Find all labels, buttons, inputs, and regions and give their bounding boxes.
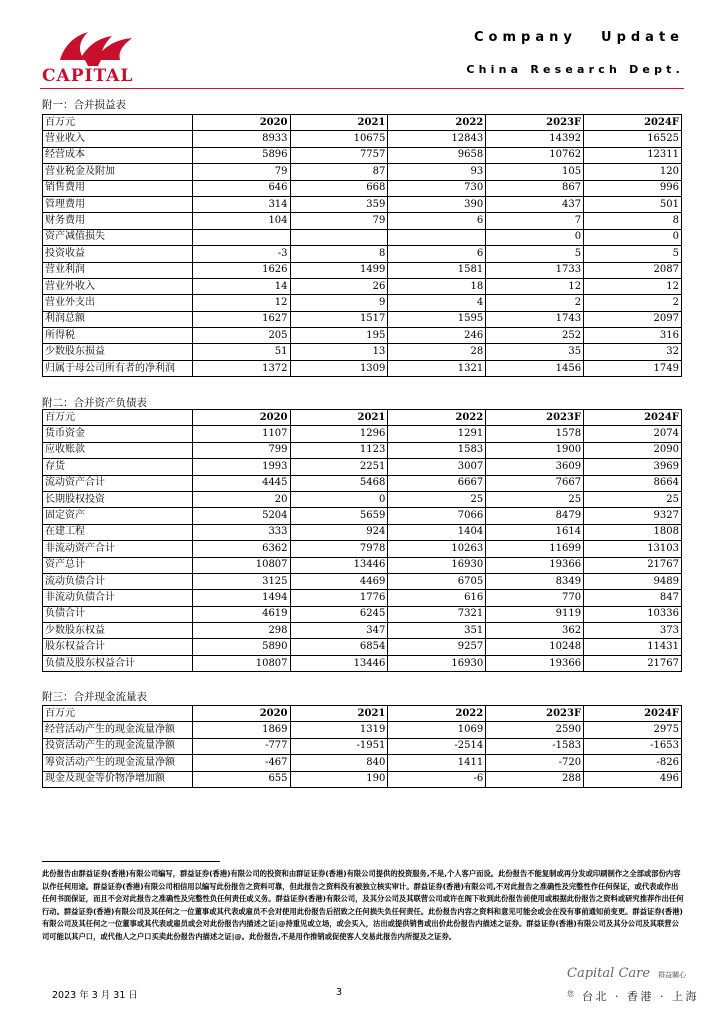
value-cell: -720 [486, 755, 584, 771]
value-cell: 646 [192, 180, 290, 196]
table-header-row [43, 115, 682, 131]
value-cell [192, 229, 290, 245]
capital-logo-text: CAPITAL [42, 66, 134, 86]
value-cell: -777 [192, 738, 290, 754]
value-cell: 0 [290, 491, 388, 507]
value-cell: 1626 [192, 262, 290, 278]
row-label: 流动资产合计 [43, 475, 193, 491]
value-cell: 79 [290, 213, 388, 229]
value-cell: 16930 [388, 557, 486, 573]
value-cell: 10807 [192, 655, 290, 671]
row-label: 营业外收入 [43, 278, 193, 294]
row-label: 管理费用 [43, 196, 193, 212]
table-row [43, 606, 682, 622]
value-cell: 93 [388, 164, 486, 180]
value-cell: 19366 [486, 655, 584, 671]
value-cell: 347 [290, 623, 388, 639]
report-type-word: Update [601, 30, 684, 45]
value-cell: 16930 [388, 655, 486, 671]
value-cell: 3969 [584, 459, 682, 475]
value-cell: 924 [290, 524, 388, 540]
table-row [43, 755, 682, 771]
value-cell: 246 [388, 328, 486, 344]
income-statement-title: 附一：合并损益表 [42, 99, 126, 111]
value-cell: 9 [290, 295, 388, 311]
row-label: 资产减值损失 [43, 229, 193, 245]
value-cell: 7 [486, 213, 584, 229]
value-cell: 3007 [388, 459, 486, 475]
value-cell: 2251 [290, 459, 388, 475]
value-cell: 1578 [486, 426, 584, 442]
row-label: 营业收入 [43, 131, 193, 147]
value-cell: 10336 [584, 606, 682, 622]
value-cell: 770 [486, 590, 584, 606]
capital-care-tagline: 群益關心您 [567, 971, 687, 998]
row-label: 归属于母公司所有者的净利润 [43, 360, 193, 376]
value-cell: 668 [290, 180, 388, 196]
value-cell: 501 [584, 196, 682, 212]
value-cell: 12311 [584, 147, 682, 163]
value-cell: 1627 [192, 311, 290, 327]
value-cell: 1069 [388, 722, 486, 738]
value-cell: 4445 [192, 475, 290, 491]
balance-sheet-body [43, 426, 682, 672]
report-type-word: Company [474, 30, 577, 45]
value-cell: 9489 [584, 573, 682, 589]
value-cell: 12843 [388, 131, 486, 147]
table-row [43, 491, 682, 507]
value-cell: 13103 [584, 541, 682, 557]
value-cell: 1456 [486, 360, 584, 376]
value-cell: 19366 [486, 557, 584, 573]
table-row [43, 213, 682, 229]
value-cell: 13446 [290, 655, 388, 671]
value-cell: 120 [584, 164, 682, 180]
value-cell: 5896 [192, 147, 290, 163]
value-cell: 25 [486, 491, 584, 507]
value-cell: 35 [486, 344, 584, 360]
table-row [43, 131, 682, 147]
value-cell: 5204 [192, 508, 290, 524]
value-cell: 4619 [192, 606, 290, 622]
value-cell: 1614 [486, 524, 584, 540]
value-cell: 362 [486, 623, 584, 639]
value-cell: -1951 [290, 738, 388, 754]
table-row [43, 722, 682, 738]
value-cell: 8 [290, 246, 388, 262]
row-label: 利润总额 [43, 311, 193, 327]
value-cell: 847 [584, 590, 682, 606]
value-cell: 8664 [584, 475, 682, 491]
year-header: 2020 [192, 410, 290, 426]
table-row [43, 295, 682, 311]
value-cell: -2514 [388, 738, 486, 754]
report-date: 2023 年 3 月 31 日 [52, 990, 138, 1001]
value-cell: 1372 [192, 360, 290, 376]
year-header: 2023F [486, 410, 584, 426]
value-cell: 9257 [388, 639, 486, 655]
value-cell: 437 [486, 196, 584, 212]
table-row [43, 655, 682, 671]
cash-flow-title: 附三：合并现金流量表 [42, 691, 147, 703]
row-label: 营业税金及附加 [43, 164, 193, 180]
value-cell: 8349 [486, 573, 584, 589]
row-label: 所得税 [43, 328, 193, 344]
value-cell: -6 [388, 771, 486, 787]
table-row [43, 508, 682, 524]
value-cell: 1581 [388, 262, 486, 278]
year-header: 2023F [486, 115, 584, 131]
value-cell: 79 [192, 164, 290, 180]
value-cell: 18 [388, 278, 486, 294]
table-row [43, 180, 682, 196]
table-row [43, 590, 682, 606]
value-cell: 3125 [192, 573, 290, 589]
disclaimer-text: 此份报告由群益证券(香港)有限公司编写，群益证券(香港)有限公司的投资和由群证证券(香港)有限公司提供的投资服务,不是,个人客户而设。此份报告不能复制或再分发或印刷制作之全部或部份内容以作任何用途。群益证券(香港)有限公司相信用以编写此份报告之资料可靠，但此报告之资料没有被独立核实审计。群益证券(香港)有限公司,不对此报告之准确性及完整性作任何保证，或代表或作出任何书面保证，而且不会对此报告之准确性及完整性负任何责任或义务。群益证券(香港)有限公司，及其分公司及其联营公司或许在阁下收到此份报告前使用或根据此份报告之资料或研究推荐作出任何行动。群益证券(香港)有限公司及其任何之一位董事或其代表或雇员不会对使用此份报告后招致之任何损失负任何责任。此份报告内容之资料和意见可能会或会在没有事前通知前变更。群益证券(香港)有限公司及其任何之一位董事或其代表或雇员或会对此份报告内描述之证|@持重见或立场，或会买入，沽出或提供销售或出价此份报告内描述之证券。群益证券(香港)有限公司及其分公司及其联营公司可能以其户口，或代他人之户口买卖此份报告内描述之证|@。此份报告,不是用作推销或促使客人交易此报告内所提及之证券。 [42, 869, 684, 941]
capital-care-script: Capital Care [567, 966, 651, 981]
value-cell: 390 [388, 196, 486, 212]
value-cell: 20 [192, 491, 290, 507]
value-cell: 6245 [290, 606, 388, 622]
value-cell: 333 [192, 524, 290, 540]
row-label: 应收账款 [43, 442, 193, 458]
balance-sheet-title: 附二：合并资产负债表 [42, 397, 147, 409]
value-cell: 1993 [192, 459, 290, 475]
value-cell: 87 [290, 164, 388, 180]
year-header: 2024F [584, 706, 682, 722]
row-label: 股东权益合计 [43, 639, 193, 655]
table-row [43, 262, 682, 278]
value-cell: 288 [486, 771, 584, 787]
value-cell: 10263 [388, 541, 486, 557]
value-cell: 16525 [584, 131, 682, 147]
year-header: 2020 [192, 115, 290, 131]
row-label: 非流动负债合计 [43, 590, 193, 606]
table-row [43, 344, 682, 360]
value-cell: -1583 [486, 738, 584, 754]
office-cities: 台北 · 香港 · 上海 [582, 990, 699, 1003]
value-cell: 205 [192, 328, 290, 344]
value-cell: 5659 [290, 508, 388, 524]
value-cell: 8 [584, 213, 682, 229]
table-row [43, 573, 682, 589]
table-row [43, 557, 682, 573]
row-label: 营业外支出 [43, 295, 193, 311]
row-label: 负债合计 [43, 606, 193, 622]
value-cell: -1653 [584, 738, 682, 754]
value-cell: 4 [388, 295, 486, 311]
value-cell: 1776 [290, 590, 388, 606]
table-row [43, 164, 682, 180]
row-label: 投资收益 [43, 246, 193, 262]
table-row [43, 229, 682, 245]
table-row [43, 623, 682, 639]
value-cell: 12 [192, 295, 290, 311]
row-label: 财务费用 [43, 213, 193, 229]
table-row [43, 246, 682, 262]
value-cell: 2 [584, 295, 682, 311]
report-type-title [474, 30, 684, 45]
value-cell: 104 [192, 213, 290, 229]
value-cell: 25 [388, 491, 486, 507]
value-cell: 13446 [290, 557, 388, 573]
value-cell: 316 [584, 328, 682, 344]
value-cell: 25 [584, 491, 682, 507]
value-cell: 5 [486, 246, 584, 262]
value-cell: 1733 [486, 262, 584, 278]
footnote-divider [42, 861, 220, 862]
row-label: 存货 [43, 459, 193, 475]
value-cell: 314 [192, 196, 290, 212]
value-cell: 1595 [388, 311, 486, 327]
row-label: 非流动资产合计 [43, 541, 193, 557]
income-statement-table [42, 114, 682, 377]
year-header: 2024F [584, 115, 682, 131]
cash-flow-table [42, 705, 682, 788]
value-cell: 496 [584, 771, 682, 787]
value-cell [290, 229, 388, 245]
value-cell [388, 229, 486, 245]
value-cell: 840 [290, 755, 388, 771]
row-label: 资产总计 [43, 557, 193, 573]
table-row [43, 639, 682, 655]
value-cell: 7757 [290, 147, 388, 163]
value-cell: 6 [388, 246, 486, 262]
value-cell: 0 [486, 229, 584, 245]
table-row [43, 524, 682, 540]
value-cell: 1869 [192, 722, 290, 738]
value-cell: 867 [486, 180, 584, 196]
table-row [43, 360, 682, 376]
value-cell: 0 [584, 229, 682, 245]
value-cell: 1517 [290, 311, 388, 327]
value-cell: 655 [192, 771, 290, 787]
row-label: 筹资活动产生的现金流量净额 [43, 755, 193, 771]
table-header-row [43, 410, 682, 426]
value-cell: 351 [388, 623, 486, 639]
value-cell: 1321 [388, 360, 486, 376]
value-cell: 1123 [290, 442, 388, 458]
year-header: 2021 [290, 706, 388, 722]
table-row [43, 459, 682, 475]
table-row [43, 442, 682, 458]
value-cell: 252 [486, 328, 584, 344]
year-header: 2022 [388, 115, 486, 131]
header-divider [40, 88, 684, 89]
row-label: 少数股东权益 [43, 623, 193, 639]
value-cell: 1107 [192, 426, 290, 442]
value-cell: 105 [486, 164, 584, 180]
value-cell: 373 [584, 623, 682, 639]
value-cell: 5890 [192, 639, 290, 655]
year-header: 2021 [290, 410, 388, 426]
value-cell: 4469 [290, 573, 388, 589]
value-cell: 6854 [290, 639, 388, 655]
unit-label: 百万元 [43, 115, 193, 131]
row-label: 经营活动产生的现金流量净额 [43, 722, 193, 738]
value-cell: 2590 [486, 722, 584, 738]
row-label: 货币资金 [43, 426, 193, 442]
table-header-row [43, 706, 682, 722]
value-cell: 2074 [584, 426, 682, 442]
value-cell: 14392 [486, 131, 584, 147]
value-cell: 14 [192, 278, 290, 294]
value-cell: 8933 [192, 131, 290, 147]
value-cell: 9119 [486, 606, 584, 622]
value-cell: 799 [192, 442, 290, 458]
row-label: 少数股东损益 [43, 344, 193, 360]
value-cell: 6667 [388, 475, 486, 491]
unit-label: 百万元 [43, 410, 193, 426]
value-cell: 6 [388, 213, 486, 229]
row-label: 负债及股东权益合计 [43, 655, 193, 671]
value-cell: 1808 [584, 524, 682, 540]
row-label: 经营成本 [43, 147, 193, 163]
value-cell: 7321 [388, 606, 486, 622]
table-row [43, 278, 682, 294]
value-cell: 730 [388, 180, 486, 196]
value-cell: 1583 [388, 442, 486, 458]
row-label: 营业利润 [43, 262, 193, 278]
value-cell: 8479 [486, 508, 584, 524]
year-header: 2023F [486, 706, 584, 722]
value-cell: 996 [584, 180, 682, 196]
income-statement-body [43, 131, 682, 377]
page-number: 3 [336, 987, 343, 998]
value-cell: 51 [192, 344, 290, 360]
row-label: 在建工程 [43, 524, 193, 540]
value-cell: 1743 [486, 311, 584, 327]
value-cell: 6362 [192, 541, 290, 557]
value-cell: 1499 [290, 262, 388, 278]
table-row [43, 311, 682, 327]
value-cell: -467 [192, 755, 290, 771]
value-cell: 26 [290, 278, 388, 294]
value-cell: 1291 [388, 426, 486, 442]
value-cell: 1309 [290, 360, 388, 376]
value-cell: -826 [584, 755, 682, 771]
value-cell: 2090 [584, 442, 682, 458]
value-cell: 1296 [290, 426, 388, 442]
year-header: 2022 [388, 410, 486, 426]
table-row [43, 426, 682, 442]
value-cell: 1411 [388, 755, 486, 771]
value-cell: 9658 [388, 147, 486, 163]
balance-sheet-table [42, 409, 682, 672]
cash-flow-body [43, 722, 682, 788]
value-cell: 359 [290, 196, 388, 212]
value-cell: 195 [290, 328, 388, 344]
value-cell: 1900 [486, 442, 584, 458]
value-cell: 6705 [388, 573, 486, 589]
value-cell: 12 [584, 278, 682, 294]
value-cell: 13 [290, 344, 388, 360]
table-row [43, 738, 682, 754]
value-cell: 1319 [290, 722, 388, 738]
table-row [43, 328, 682, 344]
value-cell: 2097 [584, 311, 682, 327]
value-cell: 190 [290, 771, 388, 787]
year-header: 2021 [290, 115, 388, 131]
table-row [43, 541, 682, 557]
value-cell: 11699 [486, 541, 584, 557]
value-cell: 10248 [486, 639, 584, 655]
table-row [43, 196, 682, 212]
table-row [43, 147, 682, 163]
value-cell: 7066 [388, 508, 486, 524]
value-cell: 1749 [584, 360, 682, 376]
value-cell: 10762 [486, 147, 584, 163]
row-label: 流动负债合计 [43, 573, 193, 589]
value-cell: 298 [192, 623, 290, 639]
value-cell: 10807 [192, 557, 290, 573]
value-cell: 2 [486, 295, 584, 311]
value-cell: 616 [388, 590, 486, 606]
department-subtitle: China Research Dept. [466, 63, 684, 76]
value-cell: 2975 [584, 722, 682, 738]
table-row [43, 771, 682, 787]
row-label: 投资活动产生的现金流量净额 [43, 738, 193, 754]
table-row [43, 475, 682, 491]
row-label: 现金及现金等价物净增加额 [43, 771, 193, 787]
year-header: 2020 [192, 706, 290, 722]
value-cell: 1404 [388, 524, 486, 540]
unit-label: 百万元 [43, 706, 193, 722]
year-header: 2024F [584, 410, 682, 426]
value-cell: -3 [192, 246, 290, 262]
value-cell: 1494 [192, 590, 290, 606]
capital-logo [40, 22, 158, 86]
value-cell: 5468 [290, 475, 388, 491]
value-cell: 9327 [584, 508, 682, 524]
value-cell: 21767 [584, 655, 682, 671]
value-cell: 3609 [486, 459, 584, 475]
value-cell: 11431 [584, 639, 682, 655]
value-cell: 7667 [486, 475, 584, 491]
year-header: 2022 [388, 706, 486, 722]
value-cell: 21767 [584, 557, 682, 573]
row-label: 销售费用 [43, 180, 193, 196]
value-cell: 5 [584, 246, 682, 262]
value-cell: 2087 [584, 262, 682, 278]
value-cell: 7978 [290, 541, 388, 557]
value-cell: 12 [486, 278, 584, 294]
value-cell: 10675 [290, 131, 388, 147]
row-label: 长期股权投资 [43, 491, 193, 507]
row-label: 固定资产 [43, 508, 193, 524]
value-cell: 28 [388, 344, 486, 360]
value-cell: 32 [584, 344, 682, 360]
